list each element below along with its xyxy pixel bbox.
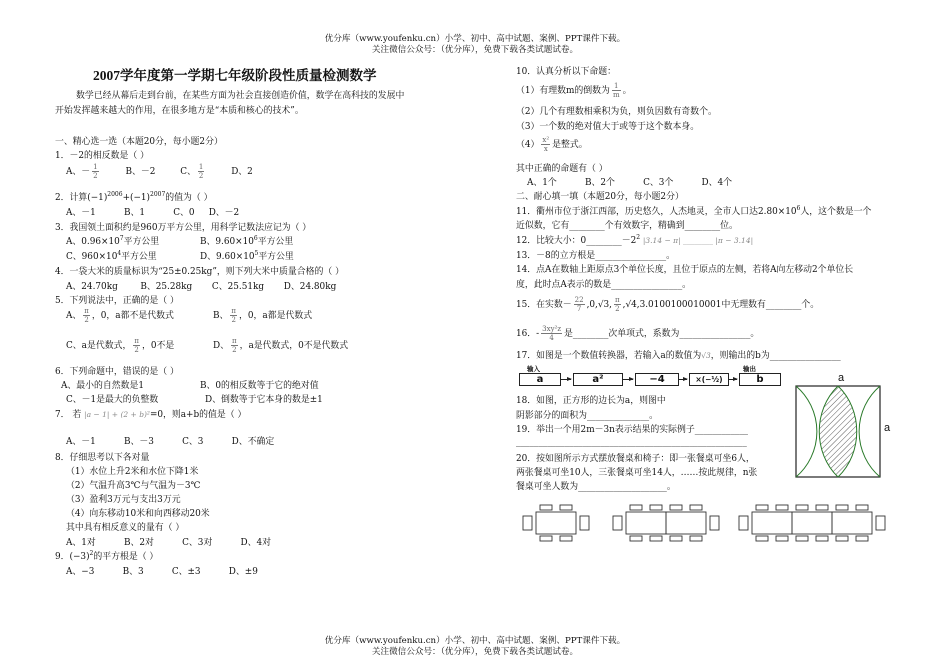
- q5-stem: 5．下列说法中，正确的是（ ）: [55, 296, 179, 306]
- q5-opt-d: D、 $\frac{\pi}{2}$ ，a是代数式，0不是代数式: [213, 337, 349, 354]
- flow-arrow-4: [729, 379, 737, 380]
- flow-box-input: a: [519, 373, 561, 386]
- q3-opt-b: B、$9.60\times 10^6$平方公里: [200, 235, 294, 247]
- q13: 13．－8的立方根是________________。: [516, 251, 675, 261]
- q20-line-1: 20．按如图所示方式摆放餐桌和椅子：即一张餐桌可坐6人，: [516, 454, 755, 464]
- flow-box-square: a²: [573, 373, 623, 386]
- flow-arrow-1: [561, 379, 571, 380]
- q8-options: A、1对 B、2对 C、3对 D、4对: [66, 538, 272, 548]
- q10-item-4: （4） $\frac{\text{x²}}{x}$ 是整式。: [516, 136, 588, 153]
- flow-output-label: 输出: [743, 365, 756, 373]
- q8-ask: 其中具有相反意义的量有（ ）: [66, 523, 185, 533]
- q1-opt-c: C、: [180, 167, 196, 177]
- q20-line-2: 两张餐桌可坐10人，三张餐桌可坐14人，……按此规律，n张: [516, 468, 758, 478]
- q8-item-3: （3）盈利3万元与支出3万元: [66, 495, 181, 505]
- header-line-1: 优分库（www.youfenku.cn）小学、初中、高中试题、案例、PPT课件下载。: [324, 34, 626, 44]
- q1-frac-c: $\frac{1}{2}$: [198, 163, 204, 180]
- q7-options: A、－1 B、－3 C、3 D、不确定: [66, 437, 275, 447]
- section1-heading: 一、精心选一选（本题20分，每小题2分）: [55, 137, 223, 147]
- tables-chairs-figure: [516, 502, 896, 546]
- q2-stem: 2．计算$(-1)^{2006}+(-1)^{2007}$的值为（ ）: [55, 191, 213, 203]
- square-figure: [795, 385, 881, 478]
- q3-opt-c: C、$960\times 10^4$平方公里: [66, 250, 157, 262]
- q9-stem: 9．$(-3)^2$的平方根是（ ）: [55, 550, 159, 562]
- q1-stem: 1．－2的相反数是（ ）: [55, 151, 149, 161]
- q3-stem: 3．我国领土面积约是960万平方公里，用科学记数法应记为（ ）: [55, 223, 312, 233]
- flow-box-minus4: −4: [635, 373, 679, 386]
- q8-item-1: （1）水位上升2米和水位下降1米: [66, 467, 199, 477]
- header-line-2: 关注微信公众号：（优分库），免费下载各类试题试卷。: [371, 45, 579, 55]
- square-side-label: a: [884, 422, 891, 434]
- footer-line-2: 关注微信公众号：（优分库），免费下载各类试题试卷。: [371, 647, 579, 657]
- square-top-label: a: [838, 372, 845, 384]
- q2-options: A、－1 B、1 C、0 D、－2: [66, 208, 240, 218]
- q8-stem: 8．仔细思考以下各对量: [55, 453, 150, 463]
- q18-line-1: 18．如图，正方形的边长为a，则图中: [516, 396, 666, 406]
- q1-opt-a: A、－: [66, 167, 91, 177]
- q20-line-3: 餐桌可坐人数为____________________。: [516, 482, 676, 492]
- q18-line-2: 阴影部分的面积为______________。: [516, 411, 658, 421]
- footer-line-1: 优分库（www.youfenku.cn）小学、初中、高中试题、案例、PPT课件下载。: [324, 636, 626, 646]
- flow-arrow-2: [623, 379, 633, 380]
- q1-options: [66, 163, 253, 180]
- q8-item-2: （2）气温升高3℃与气温为－3℃: [66, 481, 201, 491]
- q1-opt-b: B、－2: [125, 167, 156, 177]
- q10-ask: 其中正确的命题有（ ）: [516, 164, 608, 174]
- q4-options: A、24.70kg B、25.28kg C、25.51kg D、24.80kg: [66, 282, 337, 292]
- q3-opt-d: D、$9.60\times 10^5$平方公里: [200, 250, 294, 262]
- section2-heading: 二、耐心填一填（本题20分，每小题2分）: [516, 192, 684, 202]
- q10-item-3: （3）一个数的绝对值大于或等于这个数本身。: [516, 122, 700, 132]
- q16: 16．- $\frac{\text{3xy²z}}{4}$ 是________次单项式，系数为________________。: [516, 325, 760, 342]
- flow-box-multiply: ×(−½): [689, 373, 729, 386]
- q3-opt-a: A、$0.96\times 10^7$平方公里: [66, 235, 160, 247]
- q5-opt-b: B、 $\frac{\pi}{2}$ ，0，a都是代数式: [213, 307, 313, 324]
- q10-item-1: （1）有理数m的倒数为 $\frac{1}{m}$ 。: [516, 82, 632, 99]
- flow-input-label: 输入: [527, 365, 540, 373]
- q12: 12．比较大小：$0\_\_\_\_\_\_\_\_-2^2$ |3.14 − π| ________ |π − 3.14|: [516, 234, 754, 246]
- q1-frac-a: $\frac{1}{2}$: [93, 163, 98, 180]
- q9-options: A、−3 B、3 C、±3 D、±9: [66, 567, 258, 577]
- q11-line-2: 近似数，它有________个有效数字，精确到________位。: [516, 221, 738, 231]
- q1-opt-d: D、2: [231, 167, 253, 177]
- q10-options: A、1个 B、2个 C、3个 D、4个: [527, 178, 733, 188]
- q6-opt-c: C、－1是最大的负整数: [66, 395, 159, 405]
- q19-line-1: 19．举出一个用2m－3n表示结果的实际例子____________: [516, 425, 748, 435]
- q7-stem: 7． 若 |a − 1| + (2 + b)²=0，则a+b的值是（ ）: [55, 410, 247, 420]
- q11-line-1: 11．衢州市位于浙江西部，历史悠久，人杰地灵，全市人口达$2.80\times 10^6$人，这个数是一个: [516, 205, 872, 217]
- page-title: 2007学年度第一学期七年级阶段性质量检测数学: [93, 68, 377, 83]
- flow-arrow-3: [679, 379, 687, 380]
- q14-line-1: 14．点A在数轴上距原点3个单位长度，且位于原点的左侧，若将A向左移动2个单位长: [516, 265, 854, 275]
- q19-line-2: ____________________________________________________: [516, 437, 747, 447]
- q6-opt-b: B、0的相反数等于它的绝对值: [200, 381, 319, 391]
- q6-stem: 6．下列命题中，错误的是（ ）: [55, 367, 179, 377]
- intro-line-2: 开始发挥越来越大的作用，在很多地方是“本质和核心的技术”。: [55, 106, 304, 116]
- q6-opt-d: D、倒数等于它本身的数是±1: [205, 395, 323, 405]
- q5-opt-c: C、a是代数式， $\frac{\pi}{2}$ ，0不是: [66, 337, 175, 354]
- q10-stem: 10．认真分析以下命题：: [516, 67, 617, 77]
- q10-item-2: （2）几个有理数相乘积为负，则负因数有奇数个。: [516, 107, 717, 117]
- intro-line-1: 数学已经从幕后走到台前，在某些方面为社会直接创造价值，数学在高科技的发展中: [76, 91, 405, 101]
- q4-stem: 4．一袋大米的质量标识为“25±0.25kg”，则下列大米中质量合格的（ ）: [55, 267, 344, 277]
- q6-opt-a: A、最小的自然数是1: [61, 381, 145, 391]
- flow-box-output: b: [739, 373, 781, 386]
- q8-item-4: （4）向东移动10米和向西移动20米: [66, 509, 210, 519]
- q5-opt-a: A、 $\frac{\pi}{2}$ ，0，a都不是代数式: [66, 307, 174, 324]
- q15: 15．在实数－ $\frac{22}{7}$ ,0,√3, $\frac{\pi}{2}$ ,√4,3.0100100010001中无理数有________个。: [516, 296, 820, 313]
- q14-line-2: 度，此时点A表示的数是________________。: [516, 280, 692, 290]
- q17: 17．如图是一个数值转换器，若输入a的数值为√3，则输出的b为________________: [516, 351, 841, 361]
